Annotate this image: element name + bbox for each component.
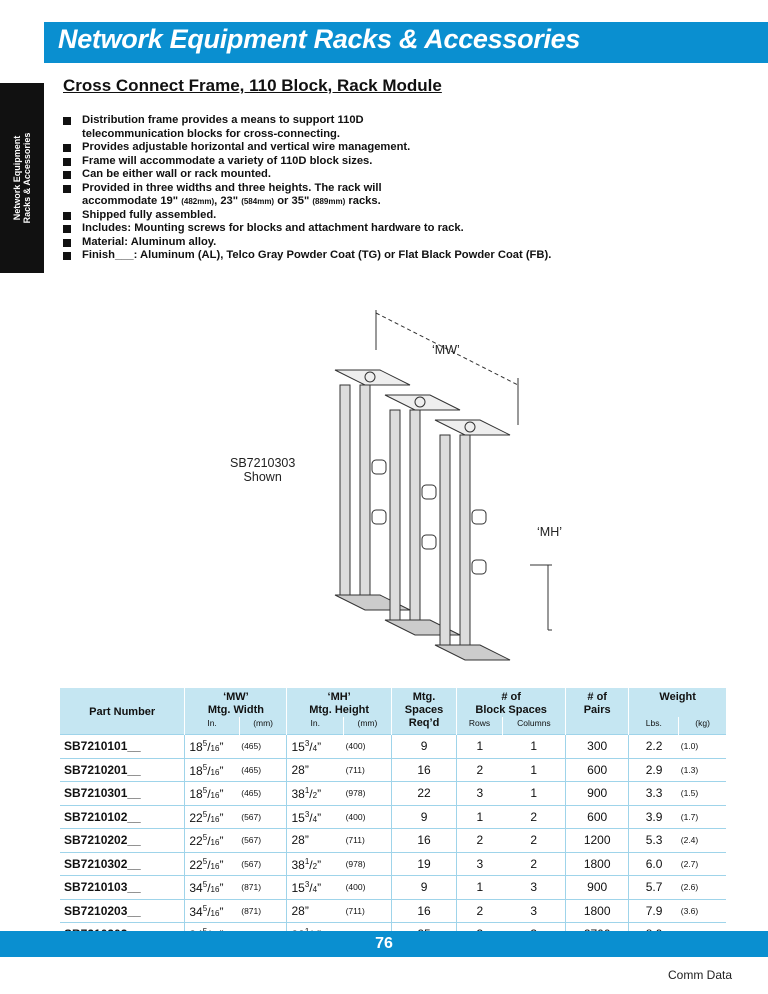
mw-in-cell: $18^5/16$” [185,735,239,759]
lbs-cell [629,852,679,876]
pairs-cell [566,899,629,923]
table-row [60,876,726,900]
columns-text: 3 [530,903,537,918]
kg-text: (2.4) [680,835,699,846]
spaces-cell [391,899,456,923]
feature-text: racks. [345,195,381,207]
pairs-cell [566,805,629,829]
mh-mm-text: (978) [345,788,366,799]
pairs-cell [566,735,629,759]
mw-header [185,688,287,717]
section-title: Cross Connect Frame, 110 Block, Rack Module [63,76,442,95]
spaces-text: 22 [417,786,431,801]
mw-den: 16 [210,767,220,777]
spaces-text: 9 [420,880,428,895]
mh-whole: 28 [291,833,305,848]
mw-num: 5 [202,739,208,749]
feature-list [63,114,663,263]
rows-text: 1 [476,809,484,824]
part-number-text: SB7210102__ [64,809,141,824]
mw-mm-text: (567) [241,858,262,869]
shown-model-number: SB7210303 [230,456,296,470]
block-spaces-header-line-1: # of [501,691,521,703]
lbs-text: 3.9 [645,809,663,824]
mw-mm-cell [239,782,287,806]
part-number-text: SB7210202__ [64,833,141,848]
product-figure [200,310,600,685]
mw-whole: 22 [189,810,203,825]
table-row [60,899,726,923]
spaces-text: 9 [420,809,428,824]
mh-mm-text: (400) [345,741,366,752]
lbs-cell [629,899,679,923]
mh-mm-cell [344,805,392,829]
kg-cell [679,899,726,923]
mh-num: 3 [304,809,310,819]
mh-in-cell: 28” [287,899,344,923]
kg-subheader: (kg) [679,717,726,735]
mw-mm-cell [239,735,287,759]
spaces-header-line-3: Req’d [408,717,440,729]
mh-mm-text: (400) [345,811,366,822]
pairs-text: 900 [587,880,608,895]
spaces-text: 16 [417,762,431,777]
mw-mm-cell [239,852,287,876]
pairs-text: 900 [587,786,608,801]
mh-dimension-label: ‘MH’ [537,525,562,539]
columns-cell [502,805,565,829]
mh-num: 1 [304,786,310,796]
block-spaces-header [457,688,566,717]
mh-num: 1 [304,856,310,866]
mw-whole: 34 [189,904,203,919]
mh-whole: 15 [291,810,305,825]
footer-brand: Comm Data [667,968,732,982]
spaces-cell [391,852,456,876]
pairs-text: 1800 [583,903,611,918]
mw-num: 5 [202,856,208,866]
feature-text: Provided in three widths and three heights. The rack will [82,181,382,194]
rows-text: 1 [476,880,484,895]
feature-item [63,114,663,141]
part-number-text: SB7210203__ [64,903,141,918]
metric-note: (482mm) [181,197,215,206]
lbs-text: 2.2 [645,739,663,754]
pairs-cell [566,829,629,853]
mw-mm-subheader: (mm) [239,717,287,735]
rows-cell [457,829,503,853]
metric-note: (889mm) [312,197,346,206]
side-tab-line-1: Network Equipment [12,135,22,221]
part-number-cell [60,735,185,759]
mh-header-line-1: ‘MH’ [327,691,351,703]
mh-whole: 38 [291,787,305,802]
mh-whole: 28 [291,903,305,918]
mh-in-cell: $15^3/4$” [287,876,344,900]
part-number-cell [60,876,185,900]
mw-in-cell: $34^5/16$” [185,876,239,900]
mw-den: 16 [210,908,220,918]
mh-header [287,688,391,717]
mw-mm-text: (871) [241,905,262,916]
mw-in-cell: $18^5/16$” [185,758,239,782]
mw-whole: 34 [189,881,203,896]
lbs-cell [629,805,679,829]
mw-whole: 22 [189,834,203,849]
mw-in-cell: $18^5/16$” [185,782,239,806]
mw-num: 5 [202,809,208,819]
pairs-cell [566,782,629,806]
mw-mm-text: (465) [241,788,262,799]
kg-cell [679,876,726,900]
spec-table [60,688,726,947]
bullet-square-icon [63,212,71,220]
kg-cell [679,735,726,759]
mw-whole: 18 [189,740,203,755]
kg-cell [679,852,726,876]
part-number-text: SB7210103__ [64,880,141,895]
mw-mm-cell [239,899,287,923]
kg-text: (1.3) [680,764,699,775]
lbs-text: 5.7 [645,880,663,895]
spaces-cell [391,735,456,759]
feature-item [63,236,663,250]
mh-in-cell: $15^3/4$” [287,805,344,829]
rows-text: 3 [476,786,484,801]
mh-mm-cell [344,852,392,876]
columns-subheader: Columns [502,717,565,735]
mw-mm-cell [239,805,287,829]
mh-num: 3 [304,880,310,890]
mh-mm-cell [344,782,392,806]
side-tab-line-2: Racks & Accessories [22,132,32,224]
mw-dimension-label: ‘MW’ [432,343,460,357]
mh-mm-cell [344,735,392,759]
feature-item [63,222,663,236]
mw-den: 16 [210,814,220,824]
mh-in-cell: 28” [287,758,344,782]
feature-text: Finish___: Aluminum (AL), Telco Gray Powder Coat (TG) or Flat Black Powder Coat (FB). [82,249,552,261]
spaces-text: 16 [417,903,431,918]
feature-text: or 35" [274,195,310,207]
mw-mm-cell [239,758,287,782]
shown-caption: Shown [243,470,282,484]
mh-den: 2 [312,791,318,801]
mw-in-subheader: In. [185,717,239,735]
feature-text: Distribution frame provides a means to support 110D [82,114,364,126]
mw-in-cell: $22^5/16$” [185,829,239,853]
lbs-cell [629,829,679,853]
kg-text: (2.6) [680,882,699,893]
pairs-text: 1200 [583,833,611,848]
lbs-subheader: Lbs. [629,717,679,735]
spaces-cell [391,758,456,782]
columns-text: 1 [530,786,537,801]
pairs-cell [566,852,629,876]
part-number-cell [60,782,185,806]
rack-frame-illustration [200,310,600,685]
mh-whole: 38 [291,857,305,872]
mw-num: 5 [202,786,208,796]
mw-header-line-1: ‘MW’ [223,691,249,703]
mw-den: 16 [210,838,220,848]
spaces-header-line-2: Spaces [404,704,444,716]
spaces-text: 9 [420,739,428,754]
bullet-square-icon [63,185,71,193]
columns-cell [502,829,565,853]
mh-mm-cell [344,758,392,782]
kg-cell [679,805,726,829]
feature-text: Provides adjustable horizontal and vertical wire management. [82,141,411,153]
pairs-header-line-1: # of [587,691,607,703]
mw-mm-cell [239,876,287,900]
spaces-cell [391,829,456,853]
table-row [60,805,726,829]
lbs-text: 2.9 [645,762,663,777]
lbs-text: 6.0 [645,856,663,871]
mw-whole: 18 [189,763,203,778]
mw-mm-text: (567) [241,811,262,822]
pairs-text: 600 [587,762,608,777]
rows-cell [457,758,503,782]
mh-den: 4 [312,744,318,754]
rows-text: 1 [476,739,484,754]
table-row [60,782,726,806]
weight-header: Weight [629,688,726,717]
lbs-cell [629,876,679,900]
lbs-cell [629,735,679,759]
mh-mm-text: (711) [345,835,365,846]
rows-text: 3 [476,856,484,871]
mw-in-cell: $22^5/16$” [185,852,239,876]
mh-in-subheader: In. [287,717,344,735]
mw-mm-text: (465) [241,741,262,752]
mw-mm-text: (871) [241,882,262,893]
feature-item [63,155,663,169]
part-number-text: SB7210101__ [64,739,141,754]
mh-whole: 15 [291,881,305,896]
pairs-cell [566,758,629,782]
mh-num: 3 [304,739,310,749]
kg-text: (1.7) [680,811,699,822]
mh-mm-text: (711) [345,905,365,916]
mw-den: 16 [210,861,220,871]
rows-text: 2 [476,903,484,918]
feature-text: , 23" [214,195,239,207]
mh-mm-text: (711) [345,764,365,775]
part-number-cell [60,758,185,782]
mh-whole: 15 [291,740,305,755]
kg-cell [679,758,726,782]
feature-text: Can be either wall or rack mounted. [82,168,271,180]
part-number-cell [60,829,185,853]
kg-cell [679,782,726,806]
lbs-text: 7.9 [645,903,663,918]
metric-note: (584mm) [241,197,275,206]
rows-cell [457,735,503,759]
part-number-text: SB7210302__ [64,856,141,871]
lbs-text: 5.3 [645,833,663,848]
lbs-cell [629,782,679,806]
mw-mm-text: (567) [241,835,262,846]
table-row [60,758,726,782]
columns-text: 3 [530,880,537,895]
spaces-header [391,688,456,735]
columns-text: 2 [530,856,537,871]
mw-mm-text: (465) [241,764,262,775]
rows-cell [457,876,503,900]
page-title: Network Equipment Racks & Accessories [58,24,581,54]
spaces-header-line-1: Mtg. [412,691,436,703]
block-spaces-header-line-2: Block Spaces [475,704,547,716]
kg-text: (1.0) [680,741,699,752]
mh-header-line-2: Mtg. Height [309,704,370,716]
mh-in-cell: 28” [287,829,344,853]
spaces-cell [391,805,456,829]
part-number-header: Part Number [60,688,185,735]
mh-in-cell: $15^3/4$” [287,735,344,759]
spec-table-body [60,735,726,947]
columns-cell [502,782,565,806]
mh-mm-cell [344,876,392,900]
mw-den: 16 [210,885,220,895]
part-number-text: SB7210201__ [64,762,141,777]
mh-mm-subheader: (mm) [344,717,392,735]
kg-cell [679,829,726,853]
bullet-square-icon [63,158,71,166]
side-tab-label [12,133,32,224]
pairs-header-line-2: Pairs [583,704,611,716]
mh-mm-text: (400) [345,882,366,893]
mw-den: 16 [210,791,220,801]
columns-text: 2 [530,809,537,824]
table-row [60,829,726,853]
mh-mm-text: (978) [345,858,366,869]
shown-model-label [230,456,295,484]
feature-item [63,141,663,155]
bullet-square-icon [63,252,71,260]
table-row [60,735,726,759]
mh-den: 4 [312,885,318,895]
feature-item [63,182,663,209]
bullet-square-icon [63,239,71,247]
feature-text: Material: Aluminum alloy. [82,235,217,248]
mw-whole: 22 [189,857,203,872]
table-header-row [60,688,726,717]
mh-in-cell: $38^1/2$” [287,852,344,876]
columns-cell [502,852,565,876]
mw-num: 5 [202,880,208,890]
rows-cell [457,852,503,876]
mh-den: 4 [312,814,318,824]
pairs-text: 600 [587,809,608,824]
feature-item [63,249,663,263]
feature-item [63,209,663,223]
mw-num: 5 [202,903,208,913]
mh-in-cell: $38^1/2$” [287,782,344,806]
feature-text: Includes: Mounting screws for blocks and attachment hardware to rack. [82,222,464,234]
mw-header-line-2: Mtg. Width [207,704,264,716]
kg-text: (1.5) [680,788,699,799]
rows-text: 2 [476,762,484,777]
pairs-cell [566,876,629,900]
bullet-square-icon [63,117,71,125]
kg-text: (3.6) [680,905,699,916]
columns-cell [502,758,565,782]
feature-text: Frame will accommodate a variety of 110D block sizes. [82,154,373,167]
columns-cell [502,876,565,900]
mw-num: 5 [202,762,208,772]
bullet-square-icon [63,171,71,179]
rows-subheader: Rows [457,717,503,735]
feature-text: Shipped fully assembled. [82,208,217,221]
pairs-text: 300 [587,739,608,754]
spaces-text: 19 [417,856,431,871]
columns-cell [502,735,565,759]
rows-cell [457,899,503,923]
lbs-text: 3.3 [645,786,663,801]
feature-text: accommodate 19" [82,195,179,207]
mh-mm-cell [344,899,392,923]
spaces-text: 16 [417,833,431,848]
rows-cell [457,782,503,806]
rows-text: 2 [476,833,484,848]
part-number-cell [60,852,185,876]
part-number-cell [60,805,185,829]
feature-item [63,168,663,182]
mw-whole: 18 [189,787,203,802]
kg-text: (2.7) [680,858,699,869]
part-number-text: SB7210301__ [64,786,141,801]
table-row [60,852,726,876]
mw-num: 5 [202,833,208,843]
mh-den: 2 [312,861,318,871]
columns-text: 1 [530,762,537,777]
spaces-cell [391,782,456,806]
page-number: 76 [375,935,393,952]
lbs-cell [629,758,679,782]
part-number-cell [60,899,185,923]
mw-in-cell: $34^5/16$” [185,899,239,923]
bullet-square-icon [63,144,71,152]
mh-mm-cell [344,829,392,853]
pairs-text: 1800 [583,856,611,871]
pairs-header [566,688,629,735]
mw-in-cell: $22^5/16$” [185,805,239,829]
columns-cell [502,899,565,923]
columns-text: 2 [530,833,537,848]
mh-whole: 28 [291,762,305,777]
columns-text: 1 [530,739,537,754]
mw-mm-cell [239,829,287,853]
mw-den: 16 [210,744,220,754]
rows-cell [457,805,503,829]
bullet-square-icon [63,225,71,233]
feature-text: telecommunication blocks for cross-connecting. [82,127,340,140]
spaces-cell [391,876,456,900]
